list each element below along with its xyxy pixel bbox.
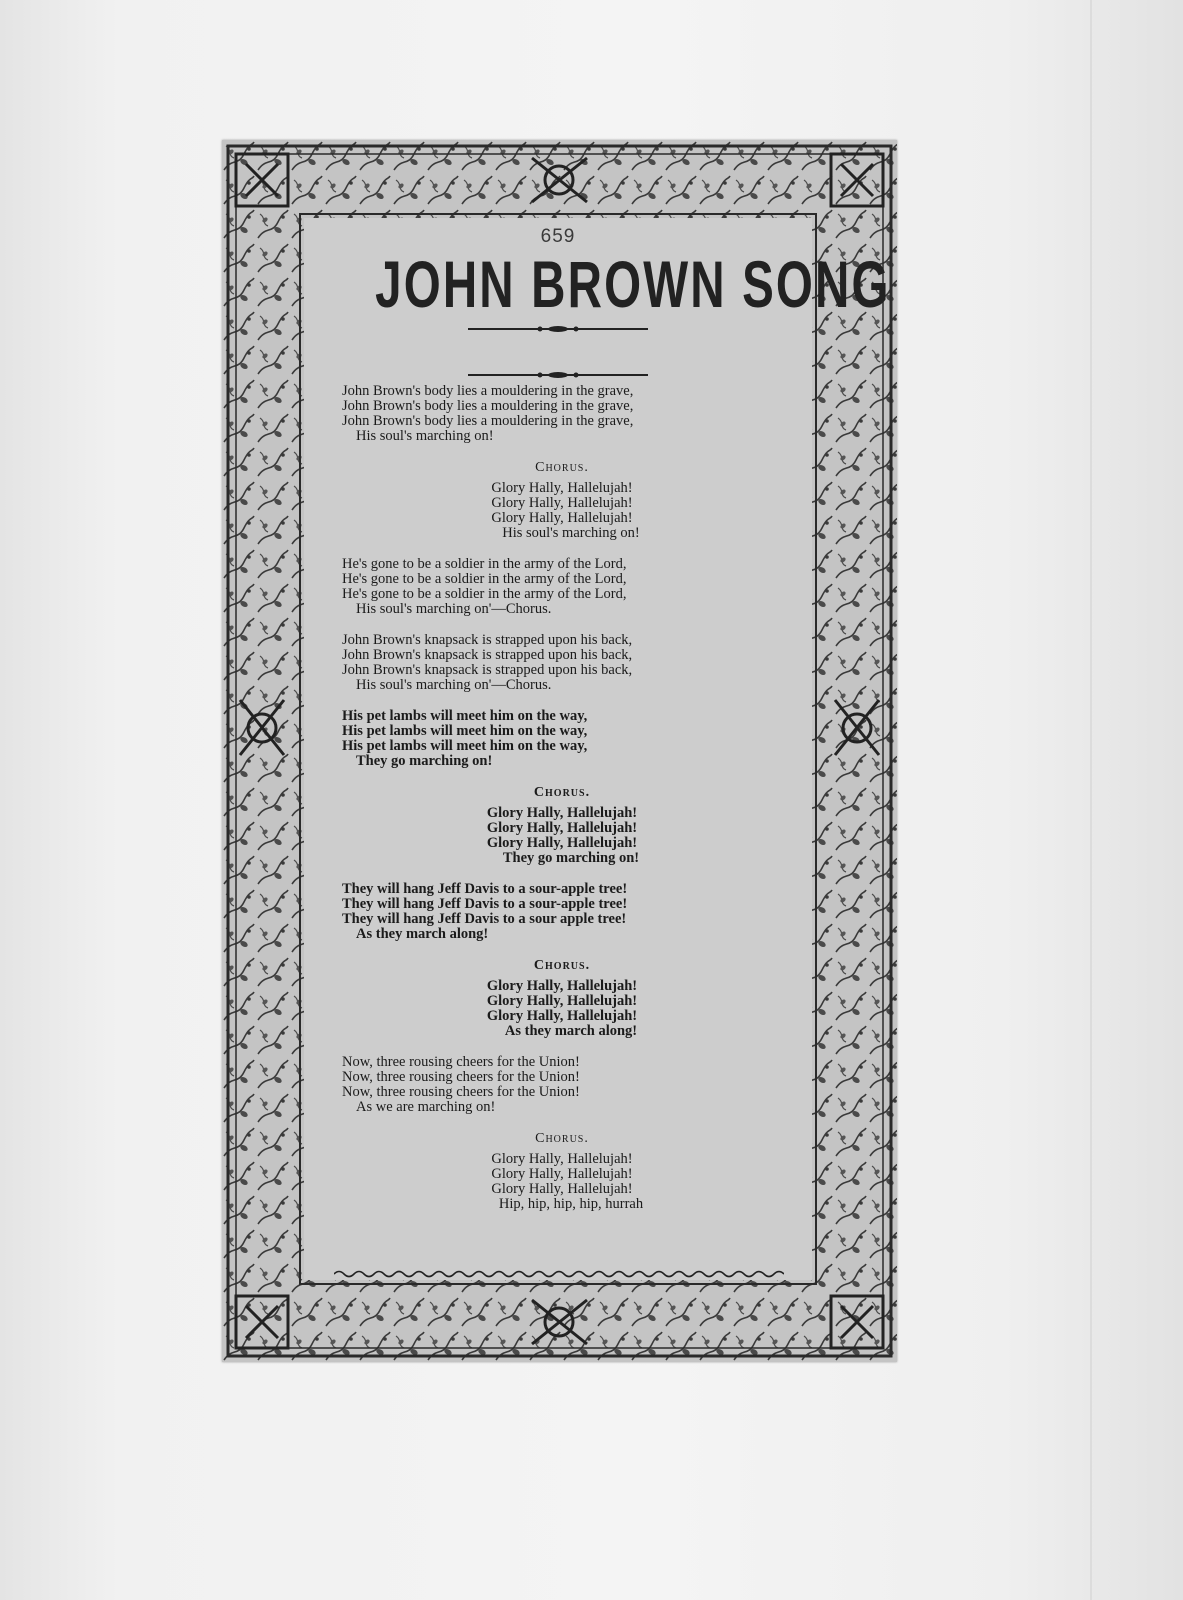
verse-line: John Brown's body lies a mouldering in the grave, [342,413,634,429]
verse-line: They will hang Jeff Davis to a sour apple tree! [342,911,627,927]
chorus-4 [342,1131,782,1212]
verse-line: His soul's marching on'—Chorus. [356,601,552,617]
verse-line: Now, three rousing cheers for the Union! [342,1054,580,1070]
verse-line: Now, three rousing cheers for the Union! [342,1084,580,1100]
verse-line: His soul's marching on'—Chorus. [356,677,552,693]
page-fold-line [1090,0,1092,1600]
verse-line: His soul's marching on! [356,428,494,444]
chorus-1 [342,460,782,541]
song-title: JOHN BROWN SONG [375,247,891,321]
chorus-line: Hip, hip, hip, hip, hurrah [498,1196,644,1212]
chorus-line: Glory Hally, Hallelujah! [486,978,638,994]
chorus-line: They go marching on! [502,850,640,866]
title-divider-bottom [304,368,812,382]
chorus-line: As they march along! [504,1023,638,1039]
chorus-line: Glory Hally, Hallelujah! [491,510,633,526]
song-broadside [222,140,897,1362]
chorus-line: Glory Hally, Hallelujah! [486,820,638,836]
verse-line: John Brown's body lies a mouldering in the grave, [342,398,634,414]
verse-1 [342,384,782,444]
verse-line: He's gone to be a soldier in the army of the Lord, [342,571,627,587]
chorus-line: His soul's marching on! [502,525,640,541]
verse-line: John Brown's knapsack is strapped upon his back, [342,632,633,648]
chorus-line: Glory Hally, Hallelujah! [486,993,638,1009]
verse-line: As we are marching on! [356,1099,496,1115]
chorus-line: Glory Hally, Hallelujah! [491,1166,633,1182]
chorus-2 [342,785,782,866]
verse-line: His pet lambs will meet him on the way, [342,708,588,724]
verse-2 [342,557,782,617]
verse-line: They will hang Jeff Davis to a sour-apple tree! [342,881,628,897]
verse-line: Now, three rousing cheers for the Union! [342,1069,580,1085]
chorus-heading: Chorus. [535,460,589,475]
chorus-line: Glory Hally, Hallelujah! [486,1008,638,1024]
chorus-heading: Chorus. [535,1131,589,1146]
chorus-line: Glory Hally, Hallelujah! [486,805,638,821]
verse-6 [342,1055,782,1115]
verse-line: They will hang Jeff Davis to a sour-apple tree! [342,896,628,912]
title-divider-top [304,322,812,336]
verse-line: His pet lambs will meet him on the way, [342,738,588,754]
song-number: 659 [540,226,576,247]
chorus-3 [342,958,782,1039]
chorus-heading: Chorus. [533,958,591,973]
verse-line: He's gone to be a soldier in the army of the Lord, [342,556,627,572]
chorus-line: Glory Hally, Hallelujah! [491,495,633,511]
lyrics [342,384,782,1228]
closing-wavy-rule [334,1268,784,1280]
verse-line: John Brown's knapsack is strapped upon his back, [342,662,633,678]
chorus-heading: Chorus. [533,785,591,800]
song-panel [304,218,891,1280]
verse-5 [342,882,782,942]
verse-line: As they march along! [356,926,489,942]
verse-3 [342,633,782,693]
verse-line: He's gone to be a soldier in the army of the Lord, [342,586,627,602]
chorus-line: Glory Hally, Hallelujah! [491,1151,633,1167]
chorus-line: Glory Hally, Hallelujah! [491,1181,633,1197]
verse-4 [342,709,782,769]
chorus-line: Glory Hally, Hallelujah! [486,835,638,851]
verse-line: They go marching on! [356,753,493,769]
verse-line: John Brown's body lies a mouldering in the grave, [342,383,634,399]
verse-line: His pet lambs will meet him on the way, [342,723,588,739]
chorus-line: Glory Hally, Hallelujah! [491,480,633,496]
verse-line: John Brown's knapsack is strapped upon his back, [342,647,633,663]
